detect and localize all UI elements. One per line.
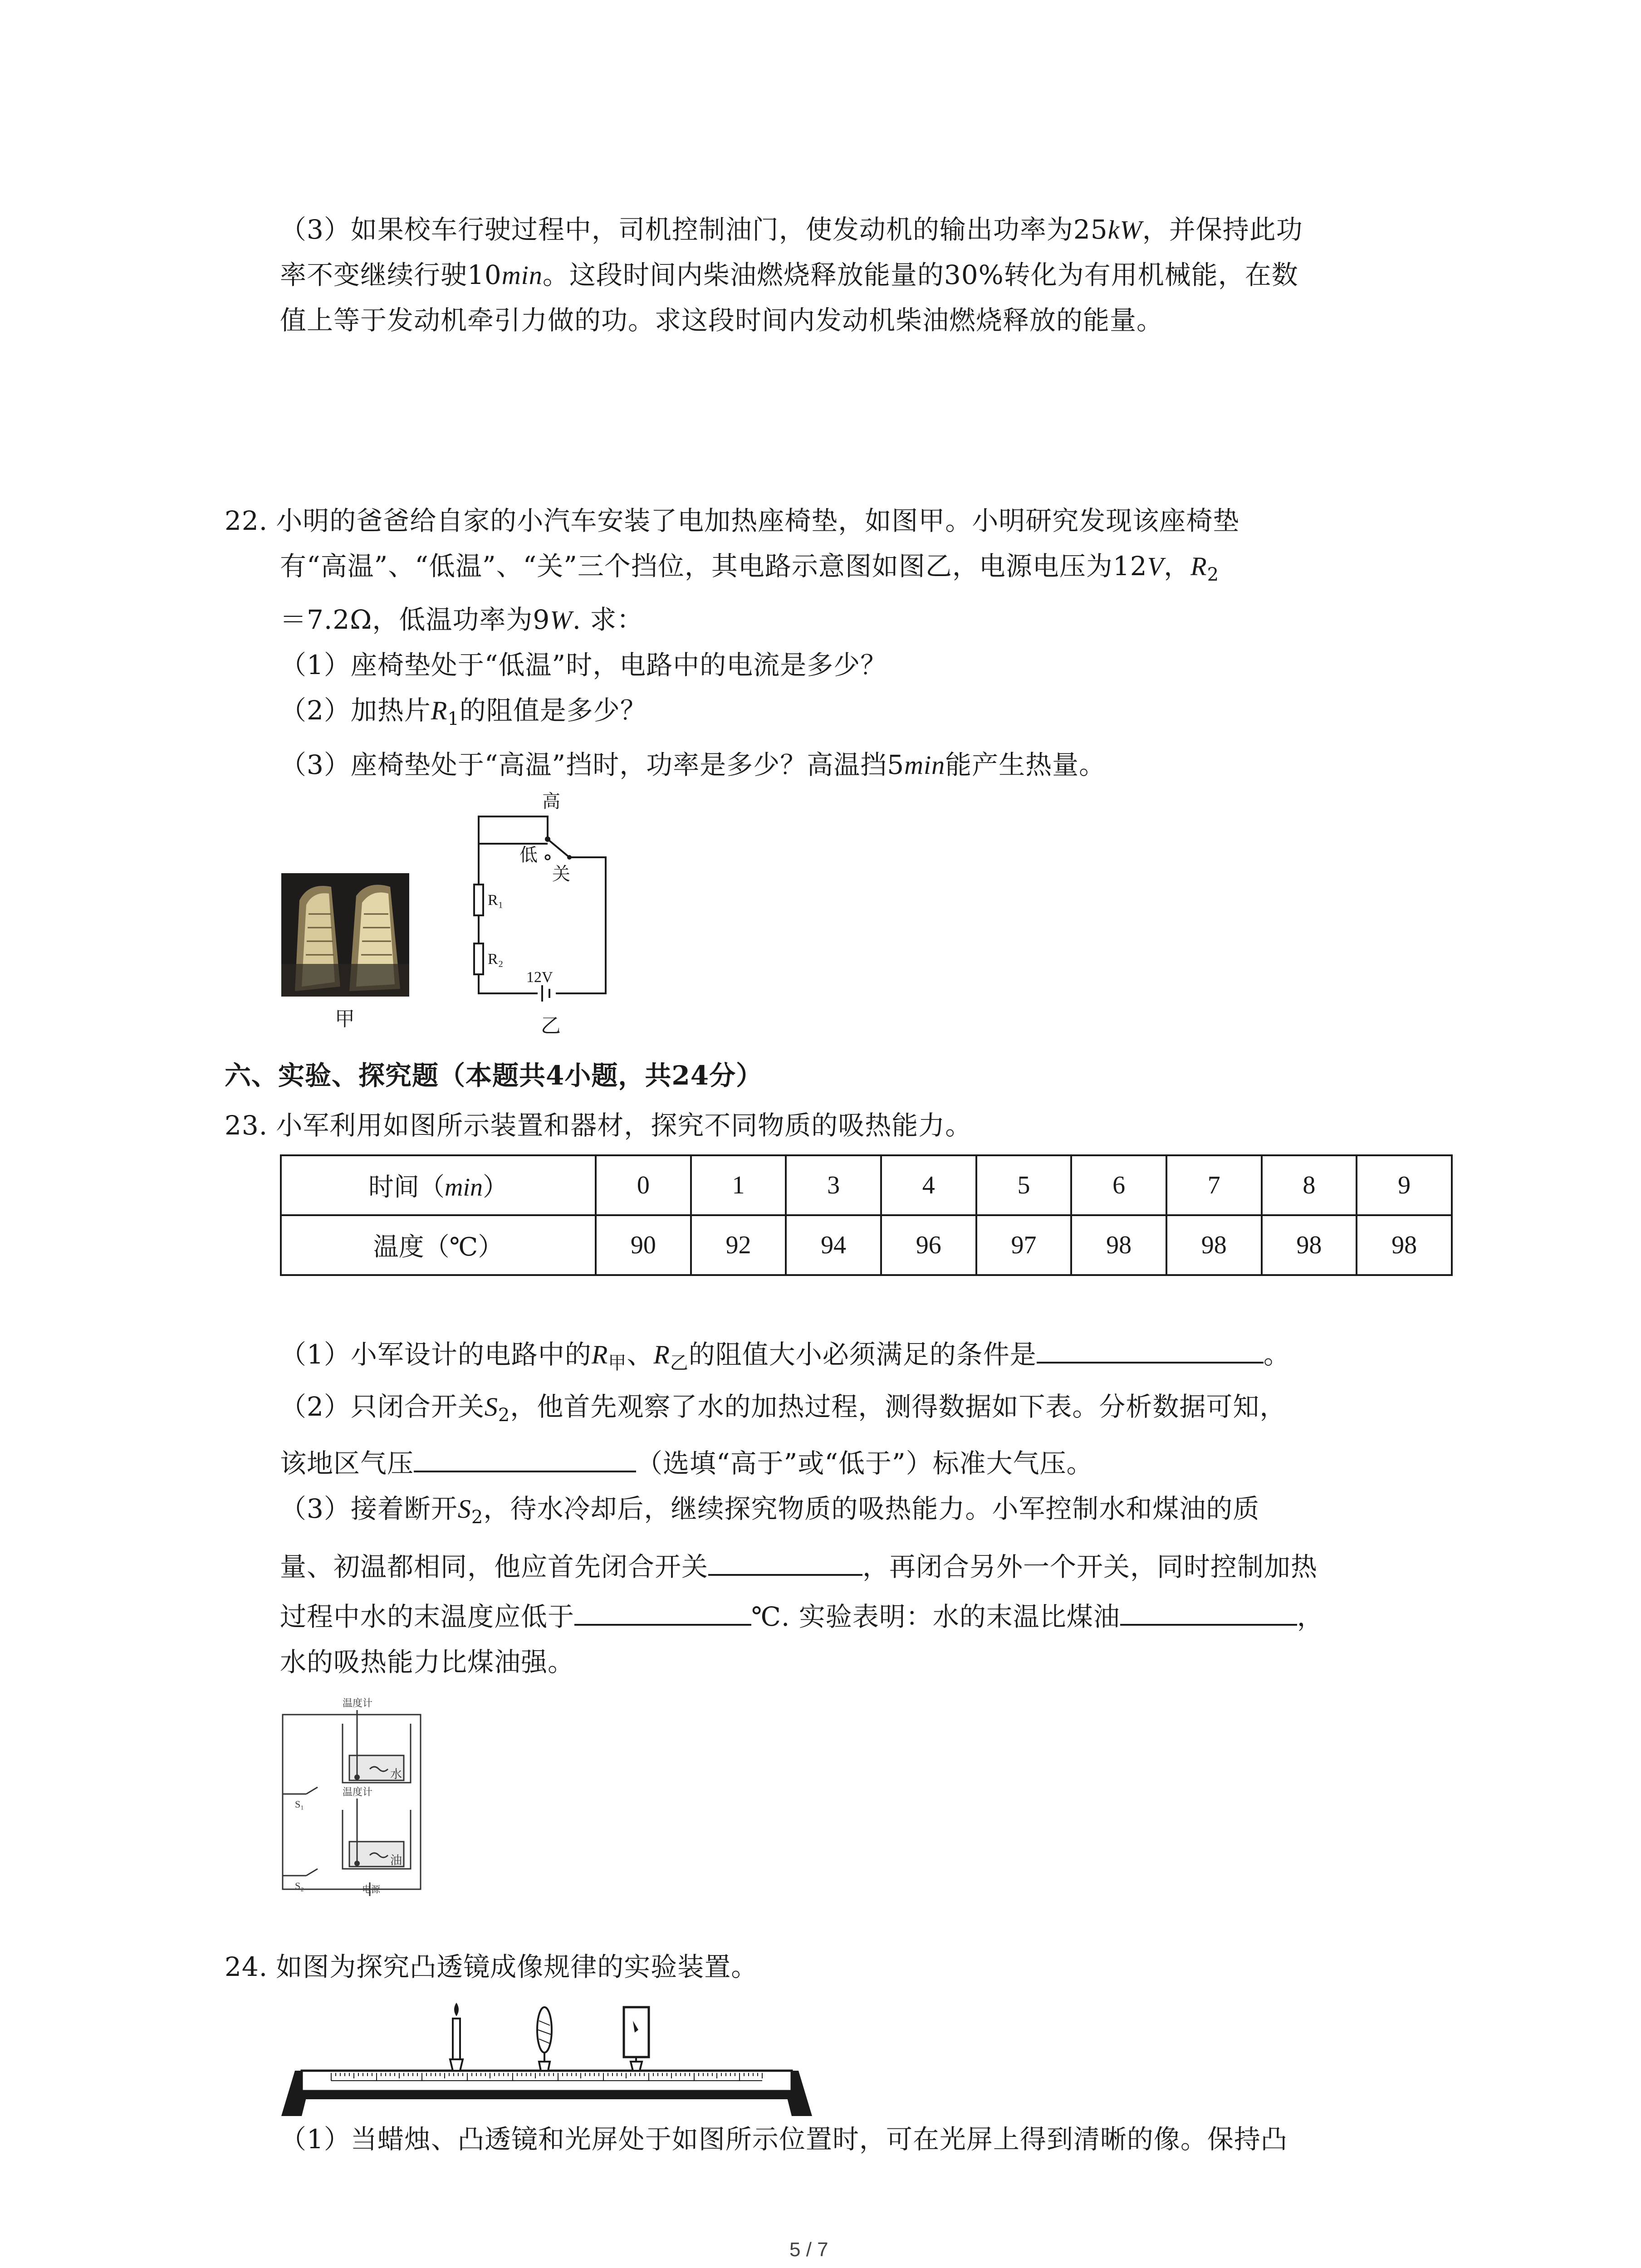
- table-cell: 98: [1071, 1215, 1166, 1275]
- thermometer-label-top: 温度计: [343, 1698, 373, 1709]
- question-number: 23.: [225, 1110, 268, 1141]
- temperature-time-table: [280, 1154, 1453, 1276]
- q24-line1: 24. 如图为探究凸透镜成像规律的实验装置。: [225, 1951, 758, 1982]
- table-row-time: [281, 1155, 1452, 1215]
- resistor-label-r1: R₁: [488, 892, 504, 909]
- switch-label-high: 高: [542, 791, 560, 812]
- figure-caption-a: 甲: [335, 1007, 355, 1031]
- apparatus-svg: [279, 1696, 424, 1896]
- oil-label: 油: [390, 1854, 402, 1867]
- q22-part3: （3）座椅垫处于“高温”挡时，功率是多少？高温挡5min能产生热量。: [280, 749, 1106, 780]
- table-cell: 98: [1357, 1215, 1452, 1275]
- seat-heater-circuit-diagram: [451, 789, 615, 1016]
- table-cell: 9: [1357, 1155, 1452, 1215]
- answer-blank-4[interactable]: [574, 1600, 751, 1626]
- switch-label-off: 关: [552, 864, 570, 885]
- table-cell: 97: [976, 1215, 1072, 1275]
- table-cell: 92: [691, 1215, 786, 1275]
- table-cell: 98: [1262, 1215, 1357, 1275]
- table-header-temperature: 温度（℃）: [281, 1215, 596, 1275]
- q23-part3-line2: 量、初温都相同，他应首先闭合开关 ，再闭合另外一个开关，同时控制加热: [280, 1551, 1318, 1582]
- switch-s1-label: S₁: [295, 1799, 304, 1810]
- convex-lens-icon: [537, 2007, 552, 2071]
- water-label: 水: [390, 1768, 402, 1781]
- table-cell: 6: [1071, 1155, 1166, 1215]
- q21-part3-line2: 率不变继续行驶10min。这段时间内柴油燃烧释放能量的30%转化为有用机械能，在数: [280, 259, 1298, 290]
- table-cell: 90: [596, 1215, 691, 1275]
- table-cell: 98: [1166, 1215, 1262, 1275]
- table-header-time: 时间（min）: [281, 1155, 596, 1215]
- page-number: 5 / 7: [789, 2239, 828, 2261]
- light-screen-icon: [624, 2007, 649, 2071]
- q22-part1: （1）座椅垫处于“低温”时，电路中的电流是多少？: [280, 650, 887, 680]
- table-cell: 5: [976, 1155, 1072, 1215]
- resistor-label-r2: R₂: [488, 951, 504, 968]
- switch-s2-label: S₂: [295, 1880, 304, 1892]
- optical-bench-diagram: [281, 2003, 812, 2123]
- table-cell: 3: [786, 1155, 881, 1215]
- candle-icon: [450, 2003, 463, 2071]
- circuit-svg: [451, 789, 615, 1016]
- q21-part3-line3: 值上等于发动机牵引力做的功。求这段时间内发动机柴油燃烧释放的能量。: [280, 305, 1164, 336]
- table-cell: 94: [786, 1215, 881, 1275]
- figure-caption-b: 乙: [541, 1014, 561, 1037]
- question-number: 22.: [225, 505, 268, 536]
- battery-voltage-label: 12V: [526, 969, 553, 986]
- switch-label-low: 低: [519, 845, 538, 865]
- q23-part2-line1: （2）只闭合开关$S_2$，他首先观察了水的加热过程，测得数据如下表。分析数据可知，: [280, 1391, 1287, 1426]
- seat-photo-image: [281, 873, 409, 997]
- q23-part3-line4: 水的吸热能力比煤油强。: [280, 1647, 575, 1677]
- table-cell: 1: [691, 1155, 786, 1215]
- power-supply-label: 电源: [362, 1884, 380, 1895]
- thermometer-label-bottom: 温度计: [343, 1787, 373, 1798]
- answer-blank-3[interactable]: [708, 1550, 862, 1576]
- q21-part3-line1: （3）如果校车行驶过程中，司机控制油门，使发动机的输出功率为25kW，并保持此功: [280, 214, 1303, 245]
- answer-blank-2[interactable]: [414, 1447, 636, 1472]
- table-row-temperature: [281, 1215, 1452, 1275]
- q22-line1: 22. 小明的爸爸给自家的小汽车安装了电加热座椅垫，如图甲。小明研究发现该座椅垫: [225, 505, 1240, 536]
- q22-line3: ＝7.2Ω，低温功率为9W. 求：: [280, 604, 644, 635]
- table-cell: 7: [1166, 1155, 1262, 1215]
- answer-blank-5[interactable]: [1120, 1600, 1297, 1626]
- table-cell: 4: [881, 1155, 976, 1215]
- q23-part3-line1: （3）接着断开$S_2$，待水冷却后，继续探究物质的吸热能力。小军控制水和煤油的质: [280, 1493, 1260, 1528]
- q23-part3-line3: 过程中水的末温度应低于 ℃. 实验表明：水的末温比煤油 ，: [280, 1601, 1324, 1632]
- q22-line2: 有“高温”、“低温”、“关”三个挡位，其电路示意图如图乙，电源电压为12V，$R_2$: [280, 551, 1220, 585]
- heating-apparatus-diagram: [279, 1696, 424, 1896]
- table-cell: 96: [881, 1215, 976, 1275]
- q23-part2-line2: 该地区气压 （选填“高于”或“低于”）标准大气压。: [280, 1448, 1093, 1479]
- optical-bench-svg: [281, 2003, 812, 2123]
- q24-part1: （1）当蜡烛、凸透镜和光屏处于如图所示位置时，可在光屏上得到清晰的像。保持凸: [280, 2124, 1288, 2155]
- q22-part2: （2）加热片$R_1$的阻值是多少？: [280, 695, 647, 729]
- table-cell: 8: [1262, 1155, 1357, 1215]
- seat-cushion-photo: [281, 873, 409, 997]
- answer-blank-1[interactable]: [1037, 1338, 1264, 1364]
- q23-part1: （1）小军设计的电路中的$R_甲$、$R_乙$的阻值大小必须满足的条件是 。: [280, 1339, 1290, 1374]
- table-cell: 0: [596, 1155, 691, 1215]
- question-number: 24.: [225, 1951, 268, 1982]
- q23-line1: 23. 小军利用如图所示装置和器材，探究不同物质的吸热能力。: [225, 1110, 972, 1141]
- section-heading: 六、实验、探究题（本题共4小题，共24分）: [225, 1060, 763, 1091]
